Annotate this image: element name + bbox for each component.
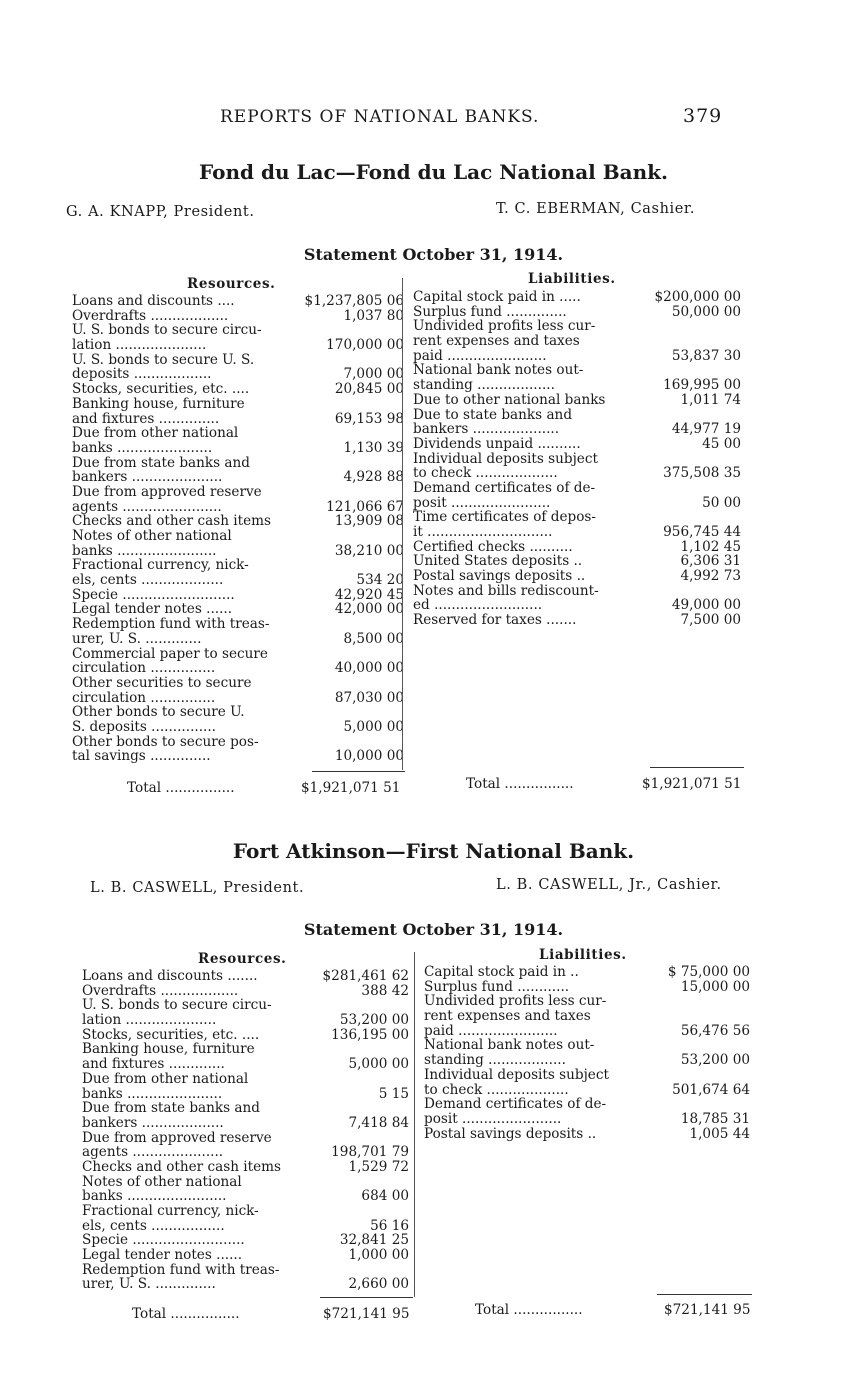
- line-item-amount: 5,000 00: [348, 1056, 409, 1073]
- line-item: [72, 426, 404, 441]
- line-item-amount: 40,000 00: [334, 660, 404, 677]
- line-item: [82, 1042, 409, 1057]
- line-item: [72, 353, 404, 368]
- line-item-label: Demand certificates of de-: [413, 479, 596, 496]
- line-item: [413, 305, 741, 320]
- liabilities-total: [475, 1302, 751, 1318]
- line-item: [82, 998, 409, 1013]
- line-item-label: Redemption fund with treas-: [72, 616, 270, 633]
- line-item-label: urer, U. S. ..............: [82, 1277, 216, 1293]
- line-item: [413, 349, 741, 364]
- line-item-label: lation .....................: [82, 1013, 217, 1028]
- line-item-label: to check ...................: [413, 466, 558, 481]
- liabilities-total: [466, 776, 742, 792]
- line-item-label: Commercial paper to secure: [72, 645, 268, 662]
- line-item-amount: 1,011 74: [680, 391, 741, 408]
- line-item-amount: 501,674 64: [672, 1081, 750, 1098]
- line-item-label: paid .......................: [413, 348, 547, 364]
- line-item: [413, 598, 741, 613]
- line-item-label: Undivided profits less cur-: [413, 318, 596, 335]
- liabilities-heading: Liabilities.: [528, 271, 616, 287]
- line-item: [72, 514, 404, 529]
- line-item: [72, 749, 404, 764]
- line-item-label: U. S. bonds to secure circu-: [82, 997, 272, 1014]
- line-item-amount: 1,005 44: [689, 1125, 750, 1142]
- president-name: G. A. KNAPP, President.: [66, 204, 255, 220]
- line-item: [424, 1024, 750, 1039]
- line-item-label: circulation ...............: [72, 661, 216, 676]
- line-item: [72, 412, 404, 427]
- liabilities-total-rule: [650, 767, 744, 768]
- line-item-amount: 45 00: [702, 435, 741, 452]
- line-item-label: Due from state banks and: [72, 454, 250, 471]
- column-divider: [414, 952, 415, 1297]
- line-item-label: Stocks, securities, etc. ....: [72, 382, 250, 397]
- line-item-label: Other bonds to secure pos-: [72, 733, 259, 750]
- line-item: [72, 647, 404, 662]
- line-item: [424, 1053, 750, 1068]
- line-item: [72, 617, 404, 632]
- line-item: [82, 1101, 409, 1116]
- line-item: [82, 1013, 409, 1028]
- line-item-label: circulation ...............: [72, 690, 216, 706]
- total-label: Total ................: [132, 1306, 240, 1322]
- line-item-amount: 50,000 00: [671, 303, 741, 320]
- line-item: [413, 481, 741, 496]
- line-item: [72, 397, 404, 412]
- line-item: [72, 382, 404, 397]
- line-item-label: banks ......................: [72, 440, 213, 456]
- line-item: [424, 1112, 750, 1127]
- line-item-label: banks .......................: [72, 543, 217, 559]
- line-item-amount: 20,845 00: [334, 381, 404, 398]
- line-item-amount: 56,476 56: [680, 1022, 750, 1039]
- line-item: [72, 720, 404, 735]
- line-item: [424, 1068, 750, 1083]
- liabilities-list: [424, 965, 750, 1141]
- line-item: [413, 422, 741, 437]
- line-item-label: els, cents .................: [82, 1218, 225, 1234]
- line-item: [413, 363, 741, 378]
- line-item-amount: 87,030 00: [334, 689, 404, 706]
- line-item-label: Reserved for taxes .......: [413, 613, 577, 628]
- resources-total: [132, 1306, 410, 1322]
- line-item-amount: 684 00: [361, 1188, 409, 1205]
- line-item-label: Time certificates of depos-: [413, 509, 596, 526]
- line-item-label: Redemption fund with treas-: [82, 1261, 280, 1278]
- line-item-label: els, cents ...................: [72, 573, 224, 588]
- line-item: [424, 965, 750, 980]
- line-item: [413, 613, 741, 628]
- line-item: [72, 573, 404, 588]
- line-item-label: and fixtures ..............: [72, 411, 220, 427]
- line-item-label: posit .......................: [424, 1111, 562, 1127]
- resources-total-rule: [320, 1297, 413, 1298]
- line-item-amount: 44,977 19: [671, 421, 741, 438]
- line-item-label: agents .......................: [72, 499, 222, 515]
- line-item-label: Specie ..........................: [72, 587, 235, 603]
- line-item: [82, 1219, 409, 1234]
- line-item-label: Fractional currency, nick-: [72, 557, 249, 574]
- line-item-label: to check ...................: [424, 1082, 569, 1098]
- president-name: L. B. CASWELL, President.: [90, 880, 305, 896]
- statement-date: Statement October 31, 1914.: [303, 920, 564, 939]
- line-item-amount: 49,000 00: [671, 597, 741, 614]
- line-item: [413, 569, 741, 584]
- line-item: [72, 661, 404, 676]
- line-item-amount: 1,000 00: [348, 1247, 409, 1264]
- resources-heading: Resources.: [198, 951, 287, 967]
- line-item-amount: 53,200 00: [339, 1012, 409, 1029]
- line-item-amount: 38,210 00: [334, 542, 404, 559]
- line-item-label: Notes and bills rediscount-: [413, 582, 599, 599]
- line-item-label: bankers ....................: [413, 422, 560, 437]
- line-item-label: United States deposits ..: [413, 554, 583, 570]
- line-item-label: Due from other national: [82, 1070, 249, 1087]
- line-item-label: Other bonds to secure U.: [72, 704, 245, 721]
- line-item: [82, 1072, 409, 1087]
- line-item: [413, 452, 741, 467]
- line-item: [424, 994, 750, 1009]
- line-item-amount: 10,000 00: [334, 748, 404, 765]
- line-item-amount: 42,920 45: [334, 586, 404, 603]
- line-item-amount: 7,500 00: [680, 612, 741, 629]
- line-item: [72, 602, 404, 617]
- line-item-label: Banking house, furniture: [82, 1041, 255, 1058]
- line-item: [72, 441, 404, 456]
- line-item-amount: $281,461 62: [322, 968, 409, 984]
- line-item-label: standing ..................: [424, 1053, 566, 1068]
- line-item-amount: 7,000 00: [343, 366, 404, 383]
- line-item-amount: 198,701 79: [331, 1144, 409, 1161]
- line-item-label: Undivided profits less cur-: [424, 993, 607, 1010]
- line-item: [72, 309, 404, 324]
- liabilities-list: [413, 290, 741, 628]
- line-item-amount: 1,130 39: [343, 439, 404, 456]
- line-item-label: and fixtures .............: [82, 1057, 225, 1072]
- cashier-name: T. C. EBERMAN, Cashier.: [496, 201, 696, 217]
- line-item: [72, 544, 404, 559]
- line-item-label: Demand certificates of de-: [424, 1096, 607, 1113]
- resources-list: [82, 969, 409, 1292]
- line-item-label: Surplus fund ..............: [413, 304, 567, 320]
- line-item-amount: 6,306 31: [680, 553, 741, 570]
- line-item-amount: 5 15: [378, 1085, 409, 1102]
- line-item-amount: 388 42: [361, 982, 409, 999]
- liabilities-heading: Liabilities.: [539, 947, 627, 963]
- page-header: [0, 107, 867, 131]
- statement-date: Statement October 31, 1914.: [303, 245, 564, 264]
- line-item: [82, 1233, 409, 1248]
- line-item: [82, 1175, 409, 1190]
- line-item: [82, 1189, 409, 1204]
- line-item-label: urer, U. S. .............: [72, 631, 202, 647]
- line-item-label: Checks and other cash items: [82, 1159, 281, 1175]
- line-item-label: Legal tender notes ......: [82, 1248, 243, 1263]
- line-item-label: banks .......................: [82, 1189, 227, 1205]
- line-item: [72, 367, 404, 382]
- line-item-amount: 1,102 45: [680, 538, 741, 555]
- line-item-amount: 121,066 67: [326, 498, 404, 515]
- resources-total-rule: [312, 771, 405, 772]
- line-item-label: Other securities to secure: [72, 674, 252, 691]
- line-item-label: Certified checks ..........: [413, 539, 573, 555]
- line-item-amount: 53,200 00: [680, 1052, 750, 1069]
- line-item-label: Postal savings deposits ..: [413, 569, 586, 584]
- line-item-label: bankers ...................: [82, 1115, 224, 1131]
- line-item: [413, 584, 741, 599]
- line-item: [424, 1097, 750, 1112]
- line-item-label: rent expenses and taxes: [424, 1008, 591, 1025]
- line-item-amount: 8,500 00: [343, 630, 404, 647]
- line-item: [82, 1277, 409, 1292]
- resources-total-amount: $1,921,071 51: [301, 780, 401, 796]
- line-item-amount: 2,660 00: [348, 1276, 409, 1293]
- line-item: [413, 540, 741, 555]
- line-item-label: S. deposits ...............: [72, 719, 217, 735]
- line-item-amount: 42,000 00: [334, 601, 404, 618]
- line-item: [72, 691, 404, 706]
- line-item-label: Due from other national: [72, 425, 239, 442]
- line-item-amount: 13,909 08: [334, 513, 404, 530]
- line-item-label: posit .......................: [413, 495, 551, 511]
- line-item-amount: 5,000 00: [343, 718, 404, 735]
- line-item-label: paid .......................: [424, 1023, 558, 1039]
- resources-total-amount: $721,141 95: [323, 1306, 410, 1322]
- line-item-label: Overdrafts ..................: [82, 983, 239, 999]
- line-item-amount: $200,000 00: [654, 289, 741, 305]
- line-item: [424, 1127, 750, 1142]
- line-item: [72, 500, 404, 515]
- line-item: [424, 1083, 750, 1098]
- line-item: [413, 496, 741, 511]
- line-item-label: Overdrafts ..................: [72, 308, 229, 324]
- line-item-label: Due to other national banks: [413, 392, 606, 408]
- line-item-amount: 1,529 72: [348, 1158, 409, 1175]
- line-item-label: banks ......................: [82, 1086, 223, 1102]
- line-item-label: National bank notes out-: [424, 1037, 595, 1054]
- line-item-amount: 136,195 00: [331, 1026, 409, 1043]
- liabilities-total-amount: $721,141 95: [664, 1302, 751, 1318]
- line-item-label: Legal tender notes ......: [72, 602, 233, 618]
- line-item-label: Specie ..........................: [82, 1233, 245, 1249]
- line-item: [82, 1248, 409, 1263]
- bank-title: Fort Atkinson—First National Bank.: [232, 839, 635, 863]
- line-item: [72, 588, 404, 603]
- line-item-label: it .............................: [413, 525, 553, 540]
- line-item-label: rent expenses and taxes: [413, 333, 580, 350]
- line-item: [82, 1131, 409, 1146]
- resources-list: [72, 294, 404, 764]
- line-item: [72, 338, 404, 353]
- running-title: REPORTS OF NATIONAL BANKS.: [220, 107, 540, 127]
- line-item-label: Capital stock paid in ..: [424, 965, 579, 980]
- total-label: Total ................: [475, 1302, 583, 1318]
- line-item-amount: 1,037 80: [343, 307, 404, 324]
- line-item: [82, 1028, 409, 1043]
- line-item-label: tal savings ..............: [72, 749, 211, 765]
- line-item: [424, 1009, 750, 1024]
- line-item-label: agents .....................: [82, 1145, 224, 1160]
- line-item-amount: 4,992 73: [680, 568, 741, 585]
- line-item-amount: 18,785 31: [680, 1110, 750, 1127]
- line-item: [413, 510, 741, 525]
- line-item-label: Individual deposits subject: [413, 450, 598, 467]
- line-item-amount: 50 00: [702, 494, 741, 511]
- line-item: [82, 1145, 409, 1160]
- line-item: [72, 456, 404, 471]
- line-item: [82, 1160, 409, 1175]
- line-item-label: ed .........................: [413, 598, 543, 614]
- line-item: [72, 676, 404, 691]
- line-item: [413, 319, 741, 334]
- line-item: [82, 1204, 409, 1219]
- page-number: 379: [683, 105, 723, 127]
- line-item-amount: 7,418 84: [348, 1114, 409, 1131]
- line-item-amount: 375,508 35: [663, 465, 741, 482]
- line-item: [72, 529, 404, 544]
- line-item-label: Fractional currency, nick-: [82, 1203, 259, 1219]
- line-item-amount: 4,928 88: [343, 469, 404, 486]
- line-item: [413, 290, 741, 305]
- line-item-label: National bank notes out-: [413, 362, 584, 379]
- line-item-amount: 534 20: [356, 572, 404, 589]
- total-label: Total ................: [127, 780, 235, 796]
- line-item: [82, 984, 409, 999]
- line-item-label: Loans and discounts ....: [72, 294, 235, 309]
- line-item: [72, 735, 404, 750]
- line-item-label: Dividends unpaid ..........: [413, 436, 581, 452]
- line-item-label: Due from approved reserve: [72, 483, 262, 500]
- line-item: [72, 705, 404, 720]
- line-item-amount: 32,841 25: [339, 1232, 409, 1249]
- line-item: [72, 323, 404, 338]
- line-item: [82, 969, 409, 984]
- line-item: [413, 393, 741, 408]
- line-item-label: deposits ..................: [72, 367, 212, 383]
- line-item-label: Stocks, securities, etc. ....: [82, 1027, 260, 1043]
- line-item-label: bankers .....................: [72, 470, 223, 485]
- line-item-amount: $1,237,805 06: [304, 293, 404, 309]
- line-item-amount: $ 75,000 00: [667, 964, 750, 980]
- line-item-amount: 170,000 00: [326, 337, 404, 354]
- line-item: [424, 980, 750, 995]
- line-item: [72, 470, 404, 485]
- line-item-label: Due from state banks and: [82, 1100, 260, 1117]
- line-item-label: Due to state banks and: [413, 406, 573, 423]
- resources-heading: Resources.: [187, 276, 276, 292]
- line-item-label: U. S. bonds to secure U. S.: [72, 351, 255, 368]
- line-item: [72, 294, 404, 309]
- column-divider: [402, 278, 403, 770]
- line-item: [413, 554, 741, 569]
- liabilities-total-amount: $1,921,071 51: [642, 776, 742, 792]
- line-item-label: Notes of other national: [72, 528, 232, 544]
- total-label: Total ................: [466, 776, 574, 792]
- line-item-label: Loans and discounts .......: [82, 969, 258, 984]
- resources-total: [127, 780, 401, 796]
- line-item: [424, 1038, 750, 1053]
- line-item: [82, 1057, 409, 1072]
- line-item-label: Surplus fund ............: [424, 979, 570, 995]
- line-item-label: lation .....................: [72, 338, 207, 353]
- line-item: [72, 558, 404, 573]
- line-item-amount: 69,153 98: [334, 410, 404, 427]
- line-item-amount: 956,745 44: [663, 524, 741, 540]
- line-item: [413, 334, 741, 349]
- line-item-amount: 15,000 00: [680, 978, 750, 995]
- line-item: [82, 1263, 409, 1278]
- bank-title: Fond du Lac—Fond du Lac National Bank.: [199, 160, 668, 184]
- line-item-label: standing ..................: [413, 378, 555, 393]
- line-item: [413, 437, 741, 452]
- line-item-label: Capital stock paid in .....: [413, 290, 581, 305]
- line-item: [413, 408, 741, 423]
- line-item: [413, 525, 741, 540]
- line-item-label: Postal savings deposits ..: [424, 1126, 597, 1142]
- line-item-label: Individual deposits subject: [424, 1066, 609, 1083]
- cashier-name: L. B. CASWELL, Jr., Cashier.: [496, 877, 722, 893]
- line-item-label: Banking house, furniture: [72, 395, 245, 412]
- line-item-amount: 56 16: [370, 1217, 409, 1234]
- liabilities-total-rule: [657, 1294, 752, 1295]
- line-item-amount: 53,837 30: [671, 347, 741, 364]
- line-item: [413, 466, 741, 481]
- line-item-label: Notes of other national: [82, 1173, 242, 1190]
- line-item: [82, 1087, 409, 1102]
- line-item-amount: 169,995 00: [663, 377, 741, 394]
- line-item: [72, 485, 404, 500]
- line-item: [82, 1116, 409, 1131]
- line-item: [413, 378, 741, 393]
- line-item-label: U. S. bonds to secure circu-: [72, 322, 262, 339]
- line-item-label: Checks and other cash items: [72, 514, 271, 530]
- line-item: [72, 632, 404, 647]
- line-item-label: Due from approved reserve: [82, 1129, 272, 1146]
